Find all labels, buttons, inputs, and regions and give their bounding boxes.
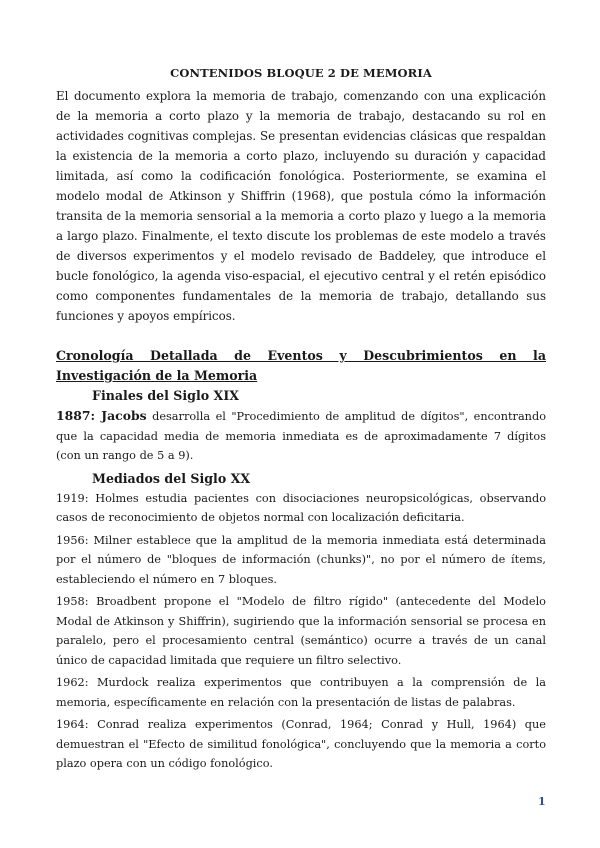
event-1962: 1962: Murdock realiza experimentos que contribuyen a la comprensión de la memoria, específicamente en relación con la presentación de listas de palabras. <box>56 676 546 709</box>
spacer <box>56 326 546 346</box>
period-heading-mid-20th-century: Mediados del Siglo XX <box>92 470 251 486</box>
intro-paragraph: El documento explora la memoria de trabajo, comenzando con una explicación de la memoria a corto plazo y la memoria de trabajo, destacando su rol en actividades cognitivas complejas. Se presentan evidencias clásicas que respaldan la existencia de la memoria a corto plazo, incluyendo su duración y capacidad limitada, así como la codificación fonológica. Posteriormente, se examina el modelo modal de Atkinson y Shiffrin (1968), que postula cómo la información transita de la memoria sensorial a la memoria a corto plazo y luego a la memoria a largo plazo. Finalmente, el texto discute los problemas de este modelo a través de diversos experimentos y el modelo revisado de Baddeley, que introduce el bucle fonológico, la agenda viso-espacial, el ejecutivo central y el retén episódico como componentes fundamentales de la memoria de trabajo, detallando sus funciones y apoyos empíricos. <box>56 89 546 323</box>
document-title: CONTENIDOS BLOQUE 2 DE MEMORIA <box>170 66 432 80</box>
event-1956: 1956: Milner establece que la amplitud de la memoria inmediata está determinada por el número de "bloques de información (chunks)", no por el número de ítems, estableciendo el número en 7 bloques. <box>56 533 546 586</box>
document-page <box>56 64 546 777</box>
event-1887-label: 1887: Jacobs <box>56 408 147 423</box>
page-number: 1 <box>538 795 546 808</box>
event-1958: 1958: Broadbent propone el "Modelo de filtro rígido" (antecedente del Modelo Modal de Atkinson y Shiffrin), sugiriendo que la información sensorial se procesa en paralelo, pero el procesamiento central (semántico) ocurre a través de un canal único de capacidad limitada que requiere un filtro selectivo. <box>56 595 546 667</box>
period-heading-19th-century: Finales del Siglo XIX <box>92 388 239 403</box>
event-1964: 1964: Conrad realiza experimentos (Conrad, 1964; Conrad y Hull, 1964) que demuestran el "Efecto de similitud fonológica", concluyendo que la memoria a corto plazo opera con un código fonológico. <box>56 718 546 770</box>
event-1919: 1919: Holmes estudia pacientes con disociaciones neuropsicológicas, observando casos de reconocimiento de objetos normal con localización deficitaria. <box>56 491 546 524</box>
event-1887-text: desarrolla el "Procedimiento de amplitud de dígitos", encontrando que la capacidad media de memoria inmediata es de aproximadamente 7 dígitos (con un rango de 5 a 9). <box>56 410 546 462</box>
event-1887 <box>56 406 546 466</box>
section-heading: Cronología Detallada de Eventos y Descubrimientos en la Investigación de la Memoria <box>56 348 546 383</box>
